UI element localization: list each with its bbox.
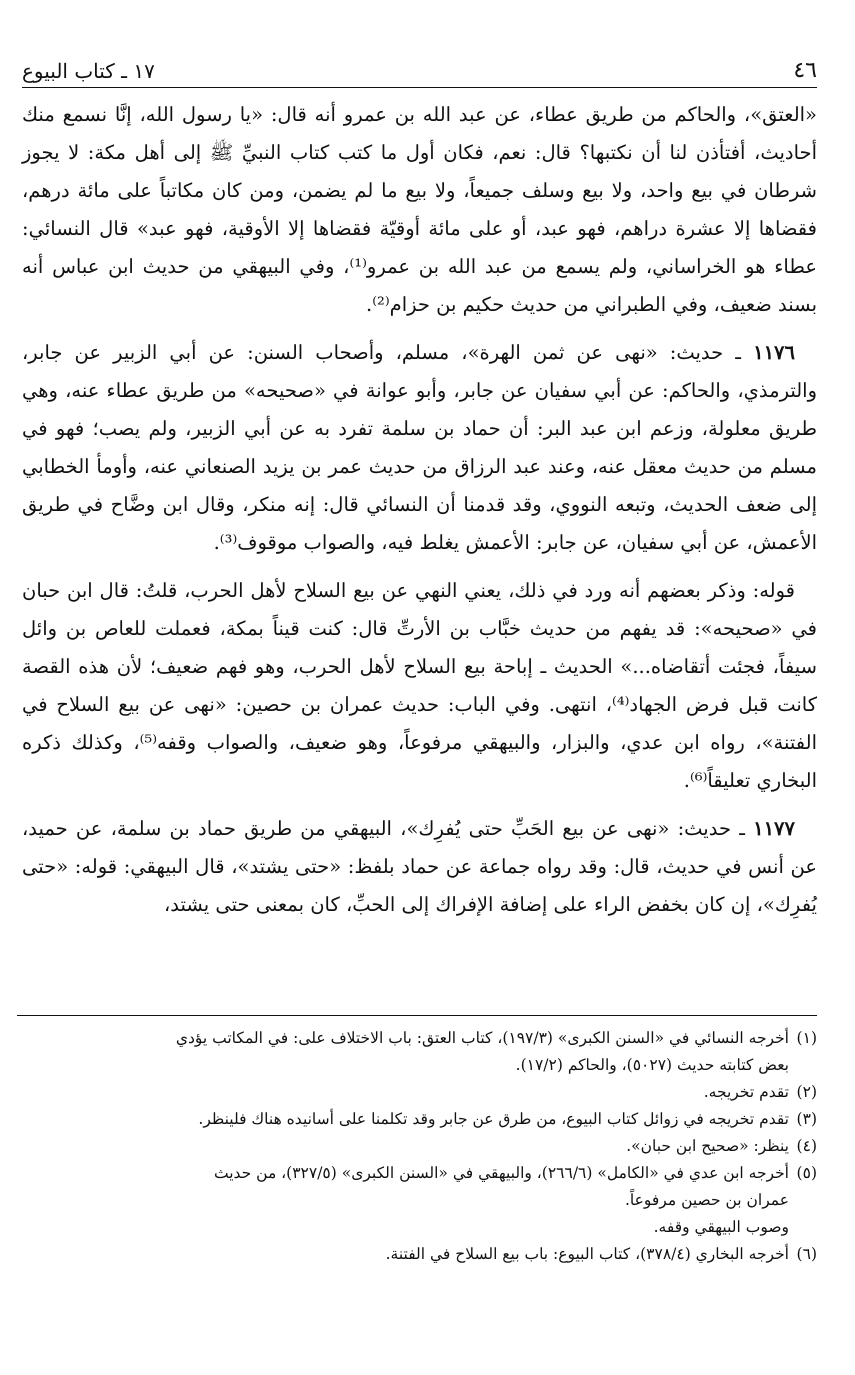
footnote-2 [22, 1079, 817, 1106]
hadith-1176 [22, 334, 817, 562]
footnote-3 [22, 1106, 817, 1133]
footnote-4 [22, 1133, 817, 1160]
footnote-6 [22, 1241, 817, 1268]
commentary-paragraph [22, 572, 817, 800]
footnote-text: ينظر: «صحيح ابن حبان». [626, 1137, 789, 1155]
paragraph-text: ـ حديث: «نهى عن بيع الحَبِّ حتى يُفرِك»، البيهقي من طريق حماد بن سلمة، عن حميد، عن أنس في حديث، قال: وقد رواه جماعة عن حماد بلفظ: «حتى يشتد»، قال البيهقي: قوله: «حتى يُفرِك»، إن كان بخفض الراء على إضافة الإفراك إلى الحبِّ، كان بمعنى حتى يشتد، [22, 817, 817, 916]
running-title: ١٧ ـ كتاب البيوع [22, 59, 155, 83]
footnote-text: أخرجه النسائي في «السنن الكبرى» (١٩٧/٣)، كتاب العتق: باب الاختلاف على: في المكاتب يؤدي [175, 1029, 789, 1047]
paragraph-text: ـ حديث: «نهى عن ثمن الهرة»، مسلم، وأصحاب السنن: عن أبي الزبير عن جابر، والترمذي، والحاكم: عن أبي سفيان عن جابر، وأبو عوانة في «صحيحه» من طريق عطاء عنه، وهي طريق معلولة، وزعم ابن عبد البر: أن حماد بن سلمة تفرد به عن أبي الزبير، ولم يصب؛ فهو في مسلم من حديث معقل عنه، وعند عبد الرزاق من حديث عمر بن يزيد الصنعاني عنه، وأومأ الخطابي إلى ضعف الحديث، وتبعه النووي، وقد قدمنا أن النسائي قال: إنه منكر، وقال ابن وضَّاح في طريق الأعمش، عن أبي سفيان، عن جابر: الأعمش يغلط فيه، والصواب موقوف⁽³⁾. [22, 341, 817, 554]
paragraph-text: قوله: وذكر بعضهم أنه ورد في ذلك، يعني النهي عن بيع السلاح لأهل الحرب، قلتُ: قال ابن حبان في «صحيحه»: قد يفهم من حديث خبَّاب بن الأرتِّ قال: كنت قيناً بمكة، فعملت للعاص بن وائل سيفاً، فجئت أتقاضاه...» الحديث ـ إباحة بيع السلاح لأهل الحرب، وهو فهم ضعيف؛ لأن هذه القصة كانت قبل فرض الجهاد⁽⁴⁾، انتهى. وفي الباب: حديث عمران بن حصين: «نهى عن بيع السلاح في الفتنة»، رواه ابن عدي، والبزار، والبيهقي مرفوعاً، وهو ضعيف، والصواب وقفه⁽⁵⁾، وكذلك ذكره البخاري تعليقاً⁽⁶⁾. [22, 579, 817, 792]
footnote-continuation: وصوب البيهقي وقفه. [653, 1218, 789, 1236]
main-text [22, 96, 817, 924]
footnote-divider [17, 1015, 817, 1016]
hadith-number: ١١٧٦ [753, 341, 795, 364]
paragraph-continuation [22, 96, 817, 324]
footnote-text: تقدم تخريجه في زوائل كتاب البيوع، من طرق عن جابر وقد تكلمنا على أسانيده هناك فلينظر. [198, 1110, 789, 1128]
footnote-number: (٦) [796, 1245, 817, 1263]
footnote-continuation: بعض كتابته حديث (٥٠٢٧)، والحاكم (١٧/٢). [515, 1056, 789, 1074]
footnote-number: (٤) [796, 1137, 817, 1155]
footnote-5 [22, 1160, 817, 1187]
footnote-text: تقدم تخريجه. [703, 1083, 789, 1101]
footnote-text: أخرجه البخاري (٣٧٨/٤)، كتاب البيوع: باب بيع السلاح في الفتنة. [385, 1245, 789, 1263]
running-header [22, 44, 817, 88]
footnote-number: (١) [796, 1029, 817, 1047]
hadith-number: ١١٧٧ [753, 817, 795, 840]
page-number: ٤٦ [793, 58, 817, 83]
footnote-number: (٥) [796, 1164, 817, 1182]
footnote-number: (٣) [796, 1110, 817, 1128]
footnotes [22, 1025, 817, 1268]
footnote-1 [22, 1025, 817, 1052]
paragraph-text: «العتق»، والحاكم من طريق عطاء، عن عبد الله بن عمرو أنه قال: «يا رسول الله، إنَّا نسمع منك أحاديث، أفتأذن لنا أن نكتبها؟ قال: نعم، فكان أول ما كتب كتاب النبيِّ ﷺ إلى أهل مكة: لا يجوز شرطان في بيع واحد، ولا بيع وسلف جميعاً، ولا بيع ما لم يضمن، ومن كان مكاتباً على مائة درهم، فقضاها إلا عشرة دراهم، فهو عبد، أو على مائة أوقيّة فقضاها إلا الأوقية، فهو عبد» قال النسائي: عطاء هو الخراساني، ولم يسمع من عبد الله بن عمرو⁽¹⁾، وفي البيهقي من حديث ابن عباس أنه بسند ضعيف، وفي الطبراني من حديث حكيم بن حزام⁽²⁾. [22, 103, 817, 316]
hadith-1177 [22, 810, 817, 924]
footnote-continuation: عمران بن حصين مرفوعاً. [624, 1191, 789, 1209]
footnote-text: أخرجه ابن عدي في «الكامل» (٢٦٦/٦)، والبيهقي في «السنن الكبرى» (٣٢٧/٥)، من حديث [213, 1164, 789, 1182]
footnote-number: (٢) [796, 1083, 817, 1101]
